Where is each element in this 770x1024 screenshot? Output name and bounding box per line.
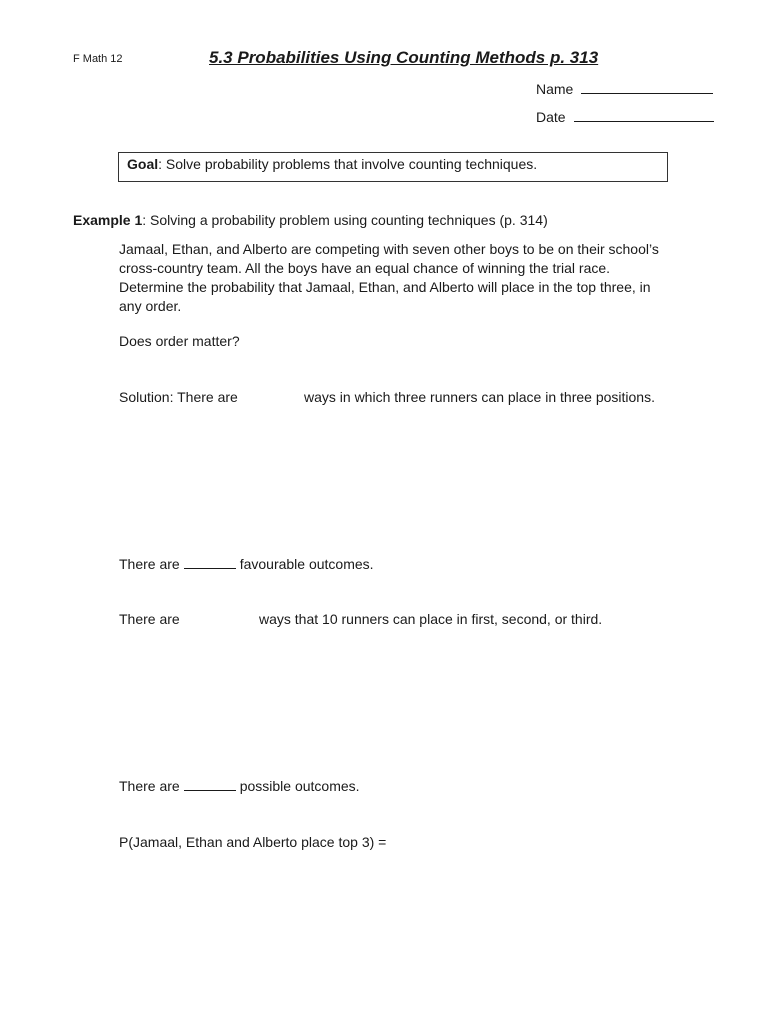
- goal-label: Goal: [127, 156, 159, 172]
- possible-blank: [184, 789, 236, 791]
- favourable-blank: [184, 567, 236, 569]
- solution-start: Solution: There are: [119, 389, 238, 405]
- solution-end: ways in which three runners can place in three positions.: [304, 389, 655, 405]
- favourable-start: There are: [119, 556, 180, 572]
- possible-start: There are: [119, 778, 180, 794]
- name-blank-line: [581, 92, 713, 94]
- ways-end: ways that 10 runners can place in first, second, or third.: [259, 611, 603, 627]
- goal-text: : Solve probability problems that involve counting techniques.: [158, 156, 538, 172]
- possible-end: possible outcomes.: [239, 778, 360, 794]
- problem-line: cross-country team. All the boys have an equal chance of winning the trial race.: [119, 260, 611, 276]
- example-heading: [73, 212, 548, 228]
- example-description: : Solving a probability problem using counting techniques (p. 314): [142, 212, 548, 228]
- favourable-end: favourable outcomes.: [239, 556, 374, 572]
- course-code: F Math 12: [73, 53, 123, 65]
- problem-statement: [119, 240, 724, 316]
- example-label: Example 1: [73, 212, 143, 228]
- name-label: Name: [536, 81, 574, 97]
- date-field: [536, 109, 714, 125]
- date-blank-line: [574, 120, 714, 122]
- probability-expression: P(Jamaal, Ethan and Alberto place top 3) =: [119, 834, 387, 850]
- favourable-outcomes-line: [119, 556, 374, 572]
- ways-start: There are: [119, 611, 180, 627]
- problem-line: Determine the probability that Jamaal, Ethan, and Alberto will place in the top three, in: [119, 279, 651, 295]
- possible-outcomes-line: [119, 778, 360, 794]
- worksheet-title: 5.3 Probabilities Using Counting Methods p. 313: [209, 48, 599, 67]
- goal-box: [118, 152, 668, 182]
- name-field: [536, 81, 713, 97]
- order-question: Does order matter?: [119, 333, 240, 349]
- problem-line: Jamaal, Ethan, and Alberto are competing with seven other boys to be on their school’s: [119, 241, 659, 257]
- problem-line: any order.: [119, 298, 182, 314]
- date-label: Date: [536, 109, 566, 125]
